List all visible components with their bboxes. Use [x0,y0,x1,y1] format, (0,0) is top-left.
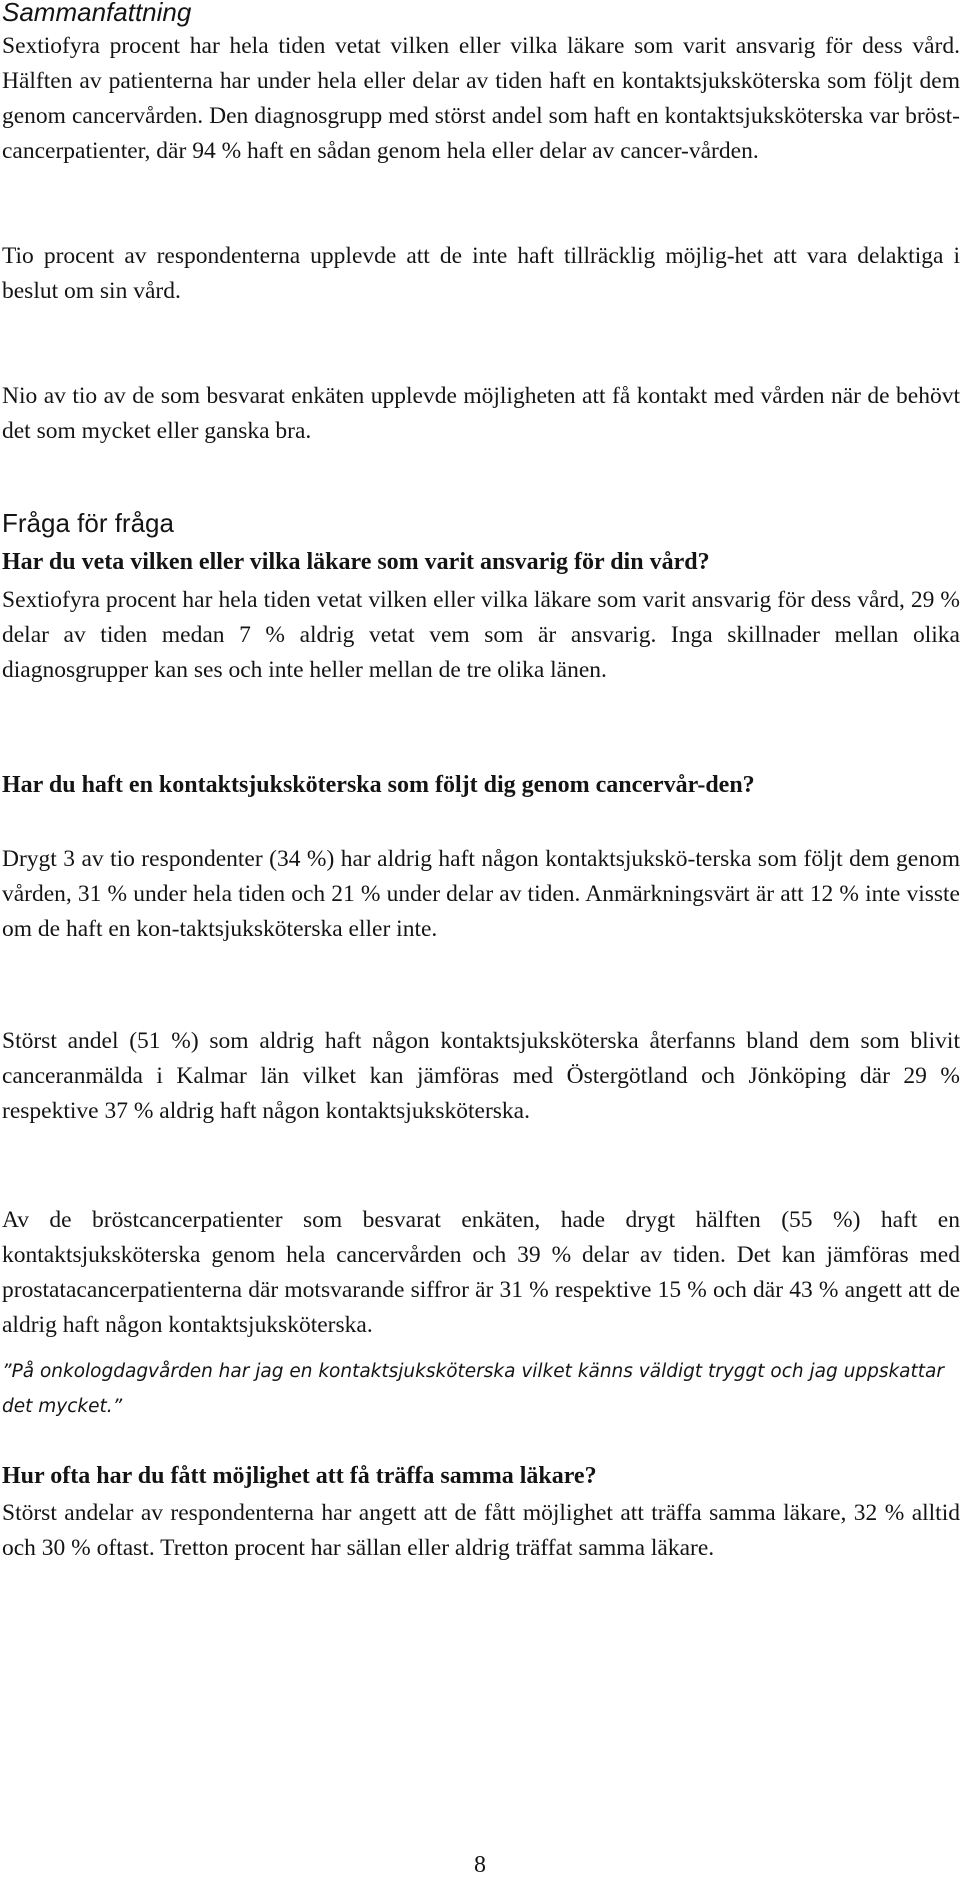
summary-paragraph-1: Sextiofyra procent har hela tiden vetat vilken eller vilka läkare som varit ansvarig för dess vård. Hälften av patienterna har under hela eller delar av tiden haft en kontaktsjuksköterska som följt dem genom cancervården. Den diagnosgrupp med störst andel som haft en kontaktsjuksköterska var bröst-cancerpatienter, där 94 % haft en sådan genom hela eller delar av cancer-vården. [2,33,960,164]
summary-paragraph-2: Tio procent av respondenterna upplevde att de inte haft tillräcklig möjlig-het att vara delaktiga i beslut om sin vård. [2,243,960,304]
summary-paragraph-3: Nio av tio av de som besvarat enkäten upplevde möjligheten att få kontakt med vården när de behövt det som mycket eller ganska bra. [2,383,960,444]
question-1-title: Har du veta vilken eller vilka läkare som varit ansvarig för din vård? [2,549,710,575]
page-number: 8 [474,1852,486,1878]
question-3-paragraph-1: Störst andelar av respondenterna har angett att de fått möjlighet att träffa samma läkare, 32 % alltid och 30 % oftast. Tretton procent har sällan eller aldrig träffat samma läkare. [2,1500,960,1561]
question-2-paragraph-3: Av de bröstcancerpatienter som besvarat enkäten, hade drygt hälften (55 %) haft en kontaktsjuksköterska genom hela cancervården och 39 % delar av tiden. Det kan jämföras med prostatacancerpatienterna där motsvarande siffror är 31 % respektive 15 % och där 43 % angett att de aldrig haft någon kontaktsjuksköterska. [2,1207,960,1338]
question-2-paragraph-1: Drygt 3 av tio respondenter (34 %) har aldrig haft någon kontaktsjukskö-terska som följt dem genom vården, 31 % under hela tiden och 21 % under delar av tiden. Anmärkningsvärt är att 12 % inte visste om de haft en kon-taktsjuksköterska eller inte. [2,846,960,942]
patient-quote: ”På onkologdagvården har jag en kontaktsjuksköterska vilket känns väldigt tryggt och jag uppskattar det mycket.” [2,1361,944,1417]
questions-heading: Fråga för fråga [2,508,174,538]
question-2-paragraph-2: Störst andel (51 %) som aldrig haft någon kontaktsjuksköterska återfanns bland dem som blivit canceranmälda i Kalmar län vilket kan jämföras med Östergötland och Jönköping där 29 % respektive 37 % aldrig haft någon kontaktsjuksköterska. [2,1028,960,1124]
summary-heading: Sammanfattning [2,0,192,27]
question-1-paragraph-1: Sextiofyra procent har hela tiden vetat vilken eller vilka läkare som varit ansvarig för dess vård, 29 % delar av tiden medan 7 % aldrig vetat vem som är ansvarig. Inga skillnader mellan olika diagnosgrupper kan ses och inte heller mellan de tre olika länen. [2,587,960,683]
question-2-title: Har du haft en kontaktsjuksköterska som följt dig genom cancervår-den? [2,772,755,798]
question-3-title: Hur ofta har du fått möjlighet att få träffa samma läkare? [2,1463,597,1489]
